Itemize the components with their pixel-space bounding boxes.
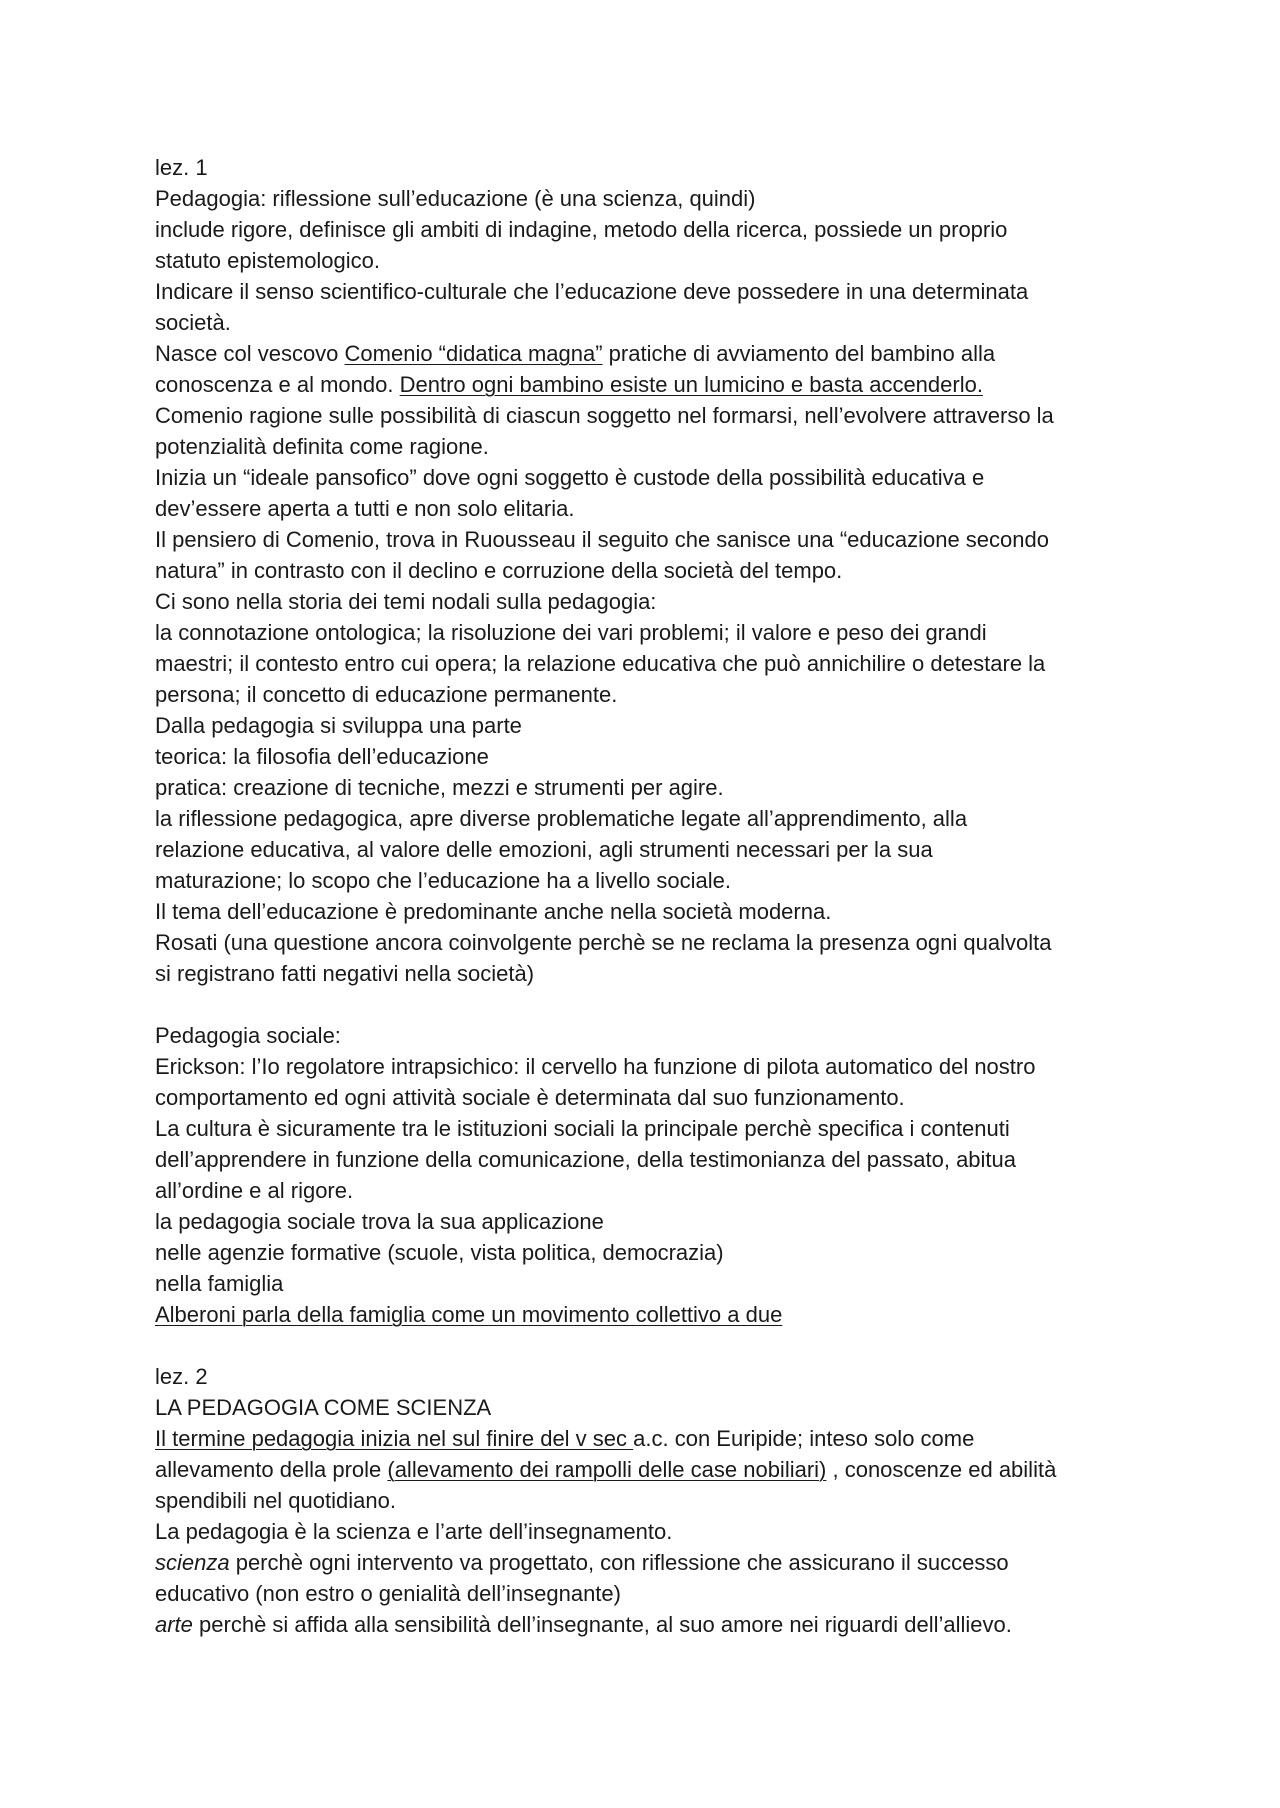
text-run: perchè ogni intervento va progettato, con riflessione che assicurano il successo [229, 1550, 1009, 1575]
text-line: La cultura è sicuramente tra le istituzioni sociali la principale perchè specifica i contenuti [155, 1116, 1010, 1141]
text-line: maturazione; lo scopo che l’educazione ha a livello sociale. [155, 868, 732, 893]
text-line: nelle agenzie formative (scuole, vista politica, democrazia) [155, 1240, 724, 1265]
text-line: relazione educativa, al valore delle emozioni, agli strumenti necessari per la sua [155, 837, 933, 862]
text-run: Nasce col vescovo [155, 341, 345, 366]
text-line [155, 1609, 1155, 1640]
text-line: natura” in contrasto con il declino e corruzione della società del tempo. [155, 558, 843, 583]
text-line: Indicare il senso scientifico-culturale che l’educazione deve possedere in una determinata [155, 279, 1029, 304]
text-line: nella famiglia [155, 1271, 284, 1296]
text-line: teorica: la filosofia dell’educazione [155, 744, 489, 769]
underlined-text: Alberoni parla della famiglia come un movimento collettivo a due [155, 1302, 783, 1327]
underlined-text: Dentro ogni bambino esiste un lumicino e basta accenderlo. [399, 372, 983, 397]
text-line: comportamento ed ogni attività sociale è determinata dal suo funzionamento. [155, 1085, 905, 1110]
text-line: si registrano fatti negativi nella società) [155, 961, 535, 986]
text-run: a.c. con Euripide; inteso solo come [633, 1426, 975, 1451]
italic-text: arte [155, 1612, 193, 1637]
text-line: la pedagogia sociale trova la sua applicazione [155, 1209, 604, 1234]
underlined-text: (allevamento dei rampolli delle case nobiliari) [387, 1457, 827, 1482]
text-line: Il pensiero di Comenio, trova in Ruousseau il seguito che sanisce una “educazione secondo [155, 527, 1049, 552]
text-line [155, 369, 1155, 400]
text-run: pratiche di avviamento del bambino alla [602, 341, 996, 366]
underlined-text: Comenio “didatica magna” [344, 341, 603, 366]
paragraph-gap [155, 989, 1155, 1020]
text-line: Dalla pedagogia si sviluppa una parte [155, 713, 522, 738]
text-line: persona; il concetto di educazione permanente. [155, 682, 618, 707]
text-line: La pedagogia è la scienza e l’arte dell’insegnamento. [155, 1519, 673, 1544]
text-line: Ci sono nella storia dei temi nodali sulla pedagogia: [155, 589, 657, 614]
lesson-label: lez. 2 [155, 1364, 208, 1389]
text-line: Il tema dell’educazione è predominante anche nella società moderna. [155, 899, 832, 924]
text-line: Inizia un “ideale pansofico” dove ogni soggetto è custode della possibilità educativa e [155, 465, 985, 490]
text-run: , conoscenze ed abilità [826, 1457, 1057, 1482]
text-line [155, 338, 1155, 369]
text-run: allevamento della prole [155, 1457, 388, 1482]
text-line: Rosati (una questione ancora coinvolgente perchè se ne reclama la presenza ogni qualvolta [155, 930, 1052, 955]
text-line: potenzialità definita come ragione. [155, 434, 489, 459]
lesson-label: lez. 1 [155, 155, 208, 180]
text-line: la riflessione pedagogica, apre diverse problematiche legate all’apprendimento, alla [155, 806, 968, 831]
text-line: società. [155, 310, 231, 335]
document-page [155, 152, 1155, 1640]
text-line: educativo (non estro o genialità dell’insegnante) [155, 1581, 621, 1606]
text-line: all’ordine e al rigore. [155, 1178, 354, 1203]
text-line [155, 1547, 1155, 1578]
text-line: Pedagogia: riflessione sull’educazione (è una scienza, quindi) [155, 186, 756, 211]
text-line: include rigore, definisce gli ambiti di indagine, metodo della ricerca, possiede un proprio [155, 217, 1008, 242]
text-line: Comenio ragione sulle possibilità di ciascun soggetto nel formarsi, nell’evolvere attraverso la [155, 403, 1054, 428]
text-line: dell’apprendere in funzione della comunicazione, della testimonianza del passato, abitua [155, 1147, 1017, 1172]
section-heading: Pedagogia sociale: [155, 1023, 341, 1048]
text-line: pratica: creazione di tecniche, mezzi e strumenti per agire. [155, 775, 724, 800]
text-line [155, 1454, 1155, 1485]
italic-text: scienza [155, 1550, 230, 1575]
underlined-text: Il termine pedagogia inizia nel sul finire del v sec [155, 1426, 634, 1451]
text-run: perchè si affida alla sensibilità dell’insegnante, al suo amore nei riguardi dell’allievo. [192, 1612, 1012, 1637]
text-line: dev’essere aperta a tutti e non solo elitaria. [155, 496, 575, 521]
text-line: la connotazione ontologica; la risoluzione dei vari problemi; il valore e peso dei grandi [155, 620, 987, 645]
text-line: statuto epistemologico. [155, 248, 381, 273]
text-line [155, 1299, 1155, 1330]
text-line: maestri; il contesto entro cui opera; la relazione educativa che può annichilire o detestare la [155, 651, 1046, 676]
text-line: Erickson: l’Io regolatore intrapsichico: il cervello ha funzione di pilota automatico del nostro [155, 1054, 1036, 1079]
text-run: conoscenza e al mondo. [155, 372, 400, 397]
paragraph-gap [155, 1330, 1155, 1361]
section-title: LA PEDAGOGIA COME SCIENZA [155, 1395, 492, 1420]
text-line [155, 1423, 1155, 1454]
text-line: spendibili nel quotidiano. [155, 1488, 396, 1513]
